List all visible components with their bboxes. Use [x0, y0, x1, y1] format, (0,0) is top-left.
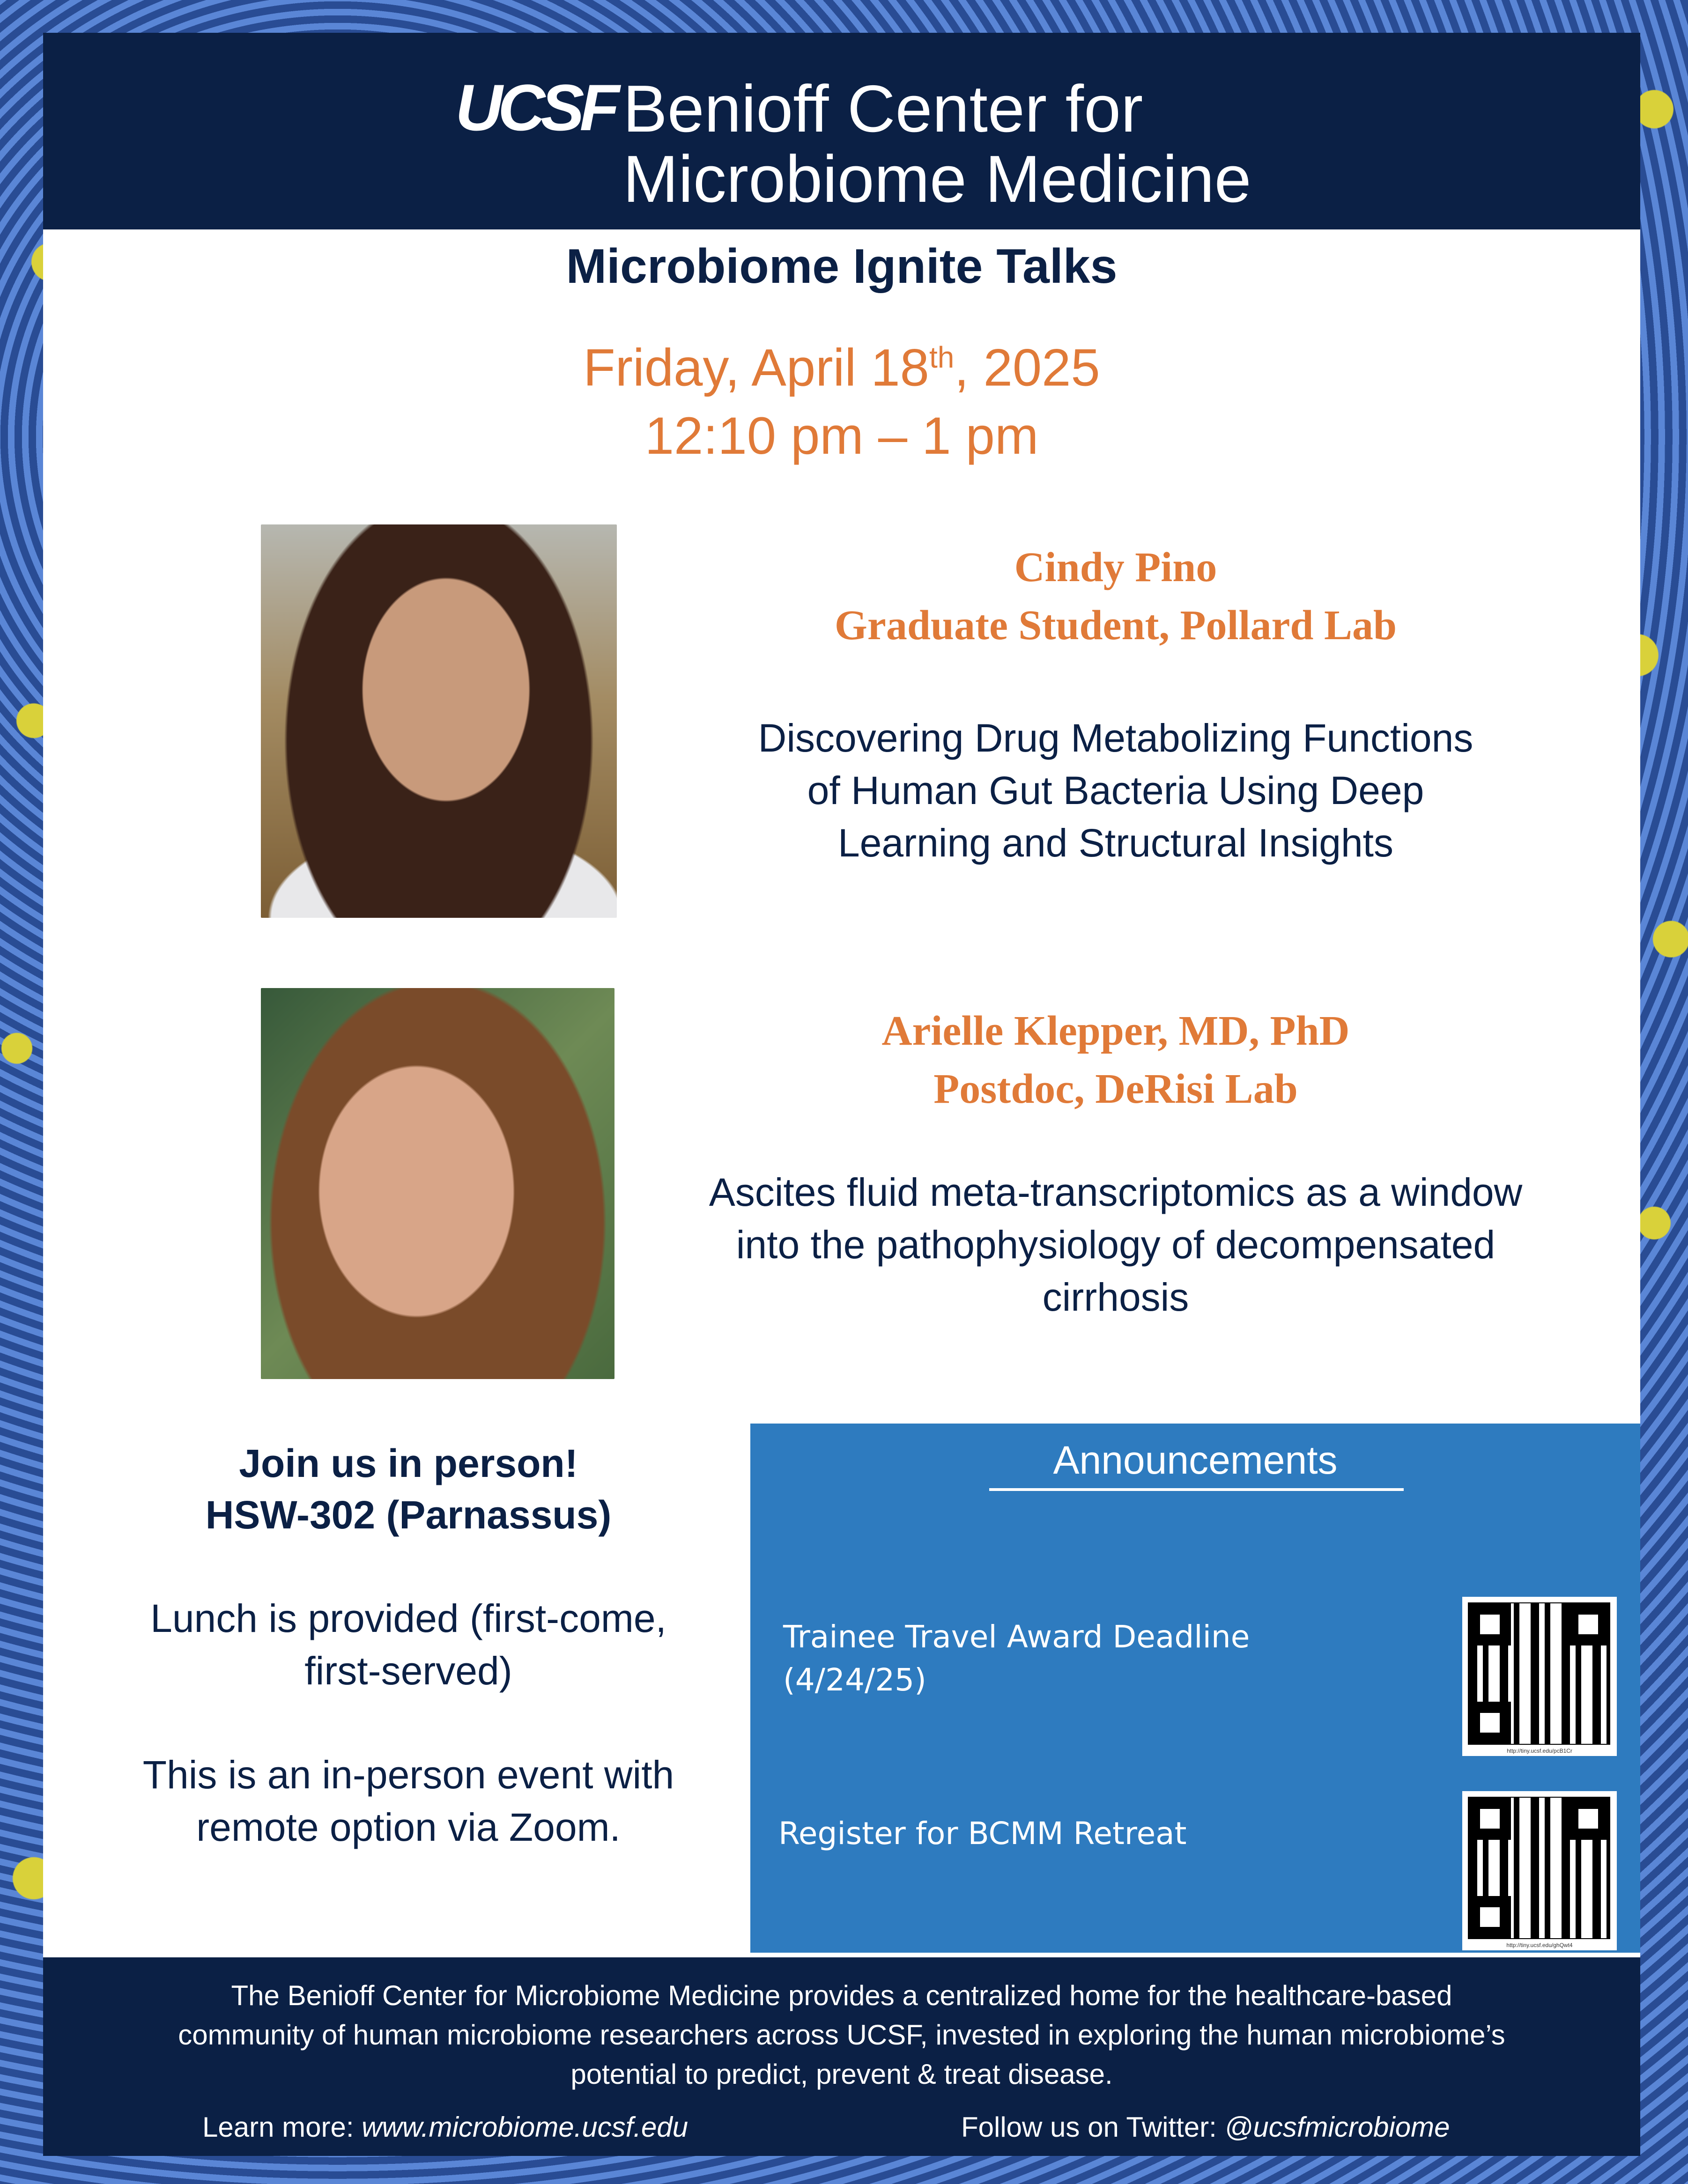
footer-description-line: community of human microbiome researchers across UCSF, invested in exploring the human microbiome’s — [178, 2019, 1505, 2051]
ucsf-logo: UCSF — [455, 71, 615, 144]
lunch-line: Lunch is provided (first-come, — [150, 1596, 666, 1640]
remote-line: This is an in-person event with — [142, 1753, 674, 1797]
qr-url: http://tiny.ucsf.edu/ghQwt4 — [1506, 1942, 1573, 1948]
date-suffix: , 2025 — [954, 338, 1100, 397]
footer — [43, 1957, 1640, 2156]
qr-code-travel-award[interactable] — [1462, 1597, 1617, 1756]
announcement-item-retreat — [778, 1812, 1187, 1855]
announcement-text: Register for BCMM Retreat — [778, 1815, 1187, 1852]
event-time: 12:10 pm – 1 pm — [644, 406, 1039, 465]
qr-code-icon — [1469, 1798, 1609, 1938]
speaker-name: Cindy Pino — [1014, 544, 1217, 590]
speaker-role: Postdoc, DeRisi Lab — [933, 1066, 1298, 1112]
footer-learn-more — [202, 2111, 688, 2143]
qr-code-icon — [1469, 1603, 1609, 1744]
event-date — [43, 323, 1640, 402]
header-banner — [43, 33, 1640, 229]
date-superscript: th — [929, 340, 955, 374]
remote-line: remote option via Zoom. — [196, 1805, 621, 1849]
center-name-line1: Benioff Center for — [623, 72, 1143, 146]
talk-title-line: cirrhosis — [1042, 1275, 1189, 1319]
room-line: HSW-302 (Parnassus) — [205, 1493, 612, 1537]
qr-url: http://tiny.ucsf.edu/pcB1Cr — [1507, 1748, 1572, 1754]
talk-title-2 — [633, 1166, 1598, 1323]
announcement-item-travel-award — [783, 1616, 1250, 1702]
speaker-name: Arielle Klepper, MD, PhD — [881, 1008, 1350, 1054]
speaker-role: Graduate Student, Pollard Lab — [834, 602, 1397, 649]
lunch-line: first-served) — [304, 1649, 512, 1693]
talk-title-line: into the pathophysiology of decompensated — [736, 1223, 1496, 1267]
center-name — [623, 74, 1251, 214]
poster — [43, 33, 1640, 2156]
location-info — [71, 1438, 746, 1853]
speaker-2-heading — [633, 1002, 1598, 1118]
announcement-text: (4/24/25) — [783, 1662, 926, 1698]
join-line: Join us in person! — [239, 1441, 578, 1485]
announcement-text: Trainee Travel Award Deadline — [783, 1619, 1250, 1655]
event-datetime — [43, 323, 1640, 470]
twitter-handle-link[interactable]: @ucsfmicrobiome — [1224, 2111, 1450, 2143]
date-prefix: Friday, April 18 — [583, 338, 929, 397]
speaker-1-heading — [633, 539, 1598, 655]
talk-title-line: of Human Gut Bacteria Using Deep — [807, 768, 1424, 812]
website-link[interactable]: www.microbiome.ucsf.edu — [362, 2111, 689, 2143]
speaker-photo-1 — [261, 524, 617, 918]
footer-description — [81, 1976, 1603, 2094]
learn-label: Learn more: — [202, 2111, 362, 2143]
announcements-panel — [750, 1424, 1640, 1953]
talk-title-line: Discovering Drug Metabolizing Functions — [758, 716, 1473, 760]
follow-label: Follow us on Twitter: — [961, 2111, 1225, 2143]
talk-title-line: Ascites fluid meta-transcriptomics as a window — [709, 1170, 1523, 1214]
center-name-line2: Microbiome Medicine — [623, 142, 1251, 216]
qr-code-retreat[interactable] — [1462, 1791, 1617, 1950]
speaker-photo-2 — [261, 988, 614, 1379]
series-title: Microbiome Ignite Talks — [566, 239, 1118, 294]
announcements-underline — [989, 1488, 1404, 1491]
talk-title-1 — [633, 712, 1598, 869]
talk-title-line: Learning and Structural Insights — [837, 821, 1394, 865]
footer-twitter — [961, 2111, 1450, 2143]
footer-description-line: potential to predict, prevent & treat disease. — [570, 2059, 1113, 2090]
announcements-title: Announcements — [1053, 1438, 1338, 1482]
footer-description-line: The Benioff Center for Microbiome Medicine provides a centralized home for the healthcare-based — [231, 1980, 1452, 2011]
